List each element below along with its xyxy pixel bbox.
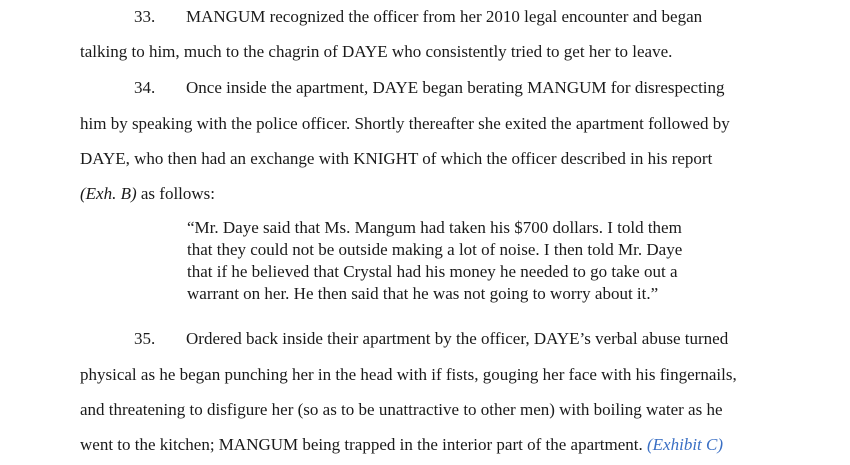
quote-line-2: that they could not be outside making a lot of noise. I then told Mr. Daye	[187, 240, 683, 259]
quote-line-4: warrant on her. He then said that he was not going to worry about it.”	[187, 284, 659, 303]
paragraph-33-line-2: talking to him, much to the chagrin of DAYE who consistently tried to get her to leave.	[80, 42, 673, 61]
paragraph-number: 35.	[134, 329, 156, 348]
paragraph-text: Ordered back inside their apartment by the officer, DAYE’s verbal abuse turned	[186, 329, 729, 348]
paragraph-35-line-3: and threatening to disfigure her (so as to be unattractive to other men) with boiling water as he	[80, 400, 723, 419]
paragraph-35-line-2: physical as he began punching her in the head with if fists, gouging her face with his fingernails,	[80, 365, 737, 384]
paragraph-33-line-1	[134, 7, 702, 27]
paragraph-text: as follows:	[136, 184, 216, 203]
exhibit-b-reference: (Exh. B)	[80, 184, 137, 203]
paragraph-35-line-1	[134, 329, 728, 349]
paragraph-34-line-1	[134, 78, 725, 98]
paragraph-34-line-3: DAYE, who then had an exchange with KNIGHT of which the officer described in his report	[80, 149, 713, 168]
paragraph-number: 33.	[134, 7, 156, 26]
paragraph-text: MANGUM recognized the officer from her 2010 legal encounter and began	[186, 7, 703, 26]
paragraph-number: 34.	[134, 78, 156, 97]
quote-line-1: “Mr. Daye said that Ms. Mangum had taken his $700 dollars. I told them	[187, 218, 682, 237]
block-quote	[187, 217, 727, 305]
paragraph-34-line-4	[80, 184, 215, 204]
paragraph-35-line-4	[80, 435, 723, 455]
paragraph-text: Once inside the apartment, DAYE began berating MANGUM for disrespecting	[186, 78, 725, 97]
paragraph-text: went to the kitchen; MANGUM being trapped in the interior part of the apartment.	[80, 435, 647, 454]
paragraph-34-line-2: him by speaking with the police officer. Shortly thereafter she exited the apartment followed by	[80, 114, 730, 133]
exhibit-c-link[interactable]: (Exhibit C)	[647, 435, 724, 454]
quote-line-3: that if he believed that Crystal had his money he needed to go take out a	[187, 262, 678, 281]
